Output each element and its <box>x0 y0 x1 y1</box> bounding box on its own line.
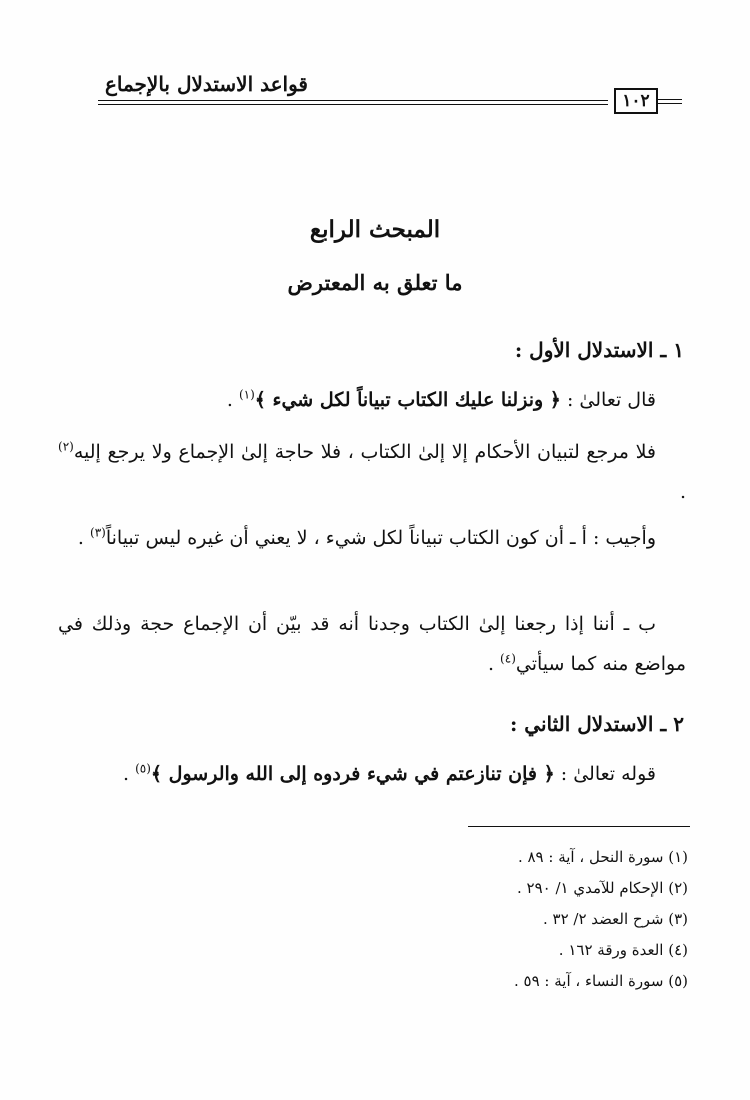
section-heading-2: ٢ ـ الاستدلال الثاني : <box>509 712 684 736</box>
paragraph-text: وأجيب : أ ـ أن كون الكتاب تبياناً لكل شيء ، لا يعني أن غيره ليس تبياناً <box>105 527 656 549</box>
quran-verse: ﴿ ونزلنا عليك الكتاب تبياناً لكل شيء ﴾ <box>254 389 561 411</box>
paragraph-text: فلا مرجع لتبيان الأحكام إلا إلىٰ الكتاب ، فلا حاجة إلىٰ الإجماع ولا يرجع إليه <box>73 441 656 463</box>
paragraph-reply-a <box>58 518 686 558</box>
verse-lead: قوله تعالىٰ : <box>554 763 656 785</box>
footnote-ref: (٣) <box>90 525 106 540</box>
paragraph-reply-b <box>58 604 686 684</box>
quran-verse: ﴿ فإن تنازعتم في شيء فردوه إلى الله والرسول ﴾ <box>150 763 555 785</box>
footnote-2: (٢) الإحكام للآمدي ١/ ٢٩٠ . <box>517 879 688 897</box>
footnote-5: (٥) سورة النساء ، آية : ٥٩ . <box>513 972 688 990</box>
footnote-ref: (١) <box>238 387 255 402</box>
footnote-ref: (٢) <box>58 439 74 454</box>
footnote-ref: (٥) <box>135 761 151 776</box>
footnote-4: (٤) العدة ورقة ١٦٢ . <box>558 941 688 959</box>
page-number: ١٠٢ <box>614 88 658 114</box>
sentence-end: . <box>487 653 501 675</box>
footnote-1: (١) سورة النحل ، آية : ٨٩ . <box>517 848 688 866</box>
paragraph-verse-1 <box>58 380 686 420</box>
sentence-end: . <box>77 527 90 549</box>
sentence-end: . <box>226 389 239 411</box>
section-heading-1: ١ ـ الاستدلال الأول : <box>514 338 684 362</box>
paragraph-verse-2 <box>58 754 686 794</box>
sentence-end: . <box>123 763 136 785</box>
chapter-title: المبحث الرابع <box>309 216 441 243</box>
paragraph-conclusion <box>58 432 686 512</box>
chapter-subtitle: ما تعلق به المعترض <box>287 270 463 295</box>
footnotes <box>288 842 688 997</box>
header-rule-tail <box>658 99 682 104</box>
sentence-end: . <box>679 481 686 503</box>
running-title: قواعد الاستدلال بالإجماع <box>104 72 308 96</box>
footnote-3: (٣) شرح العضد ٢/ ٣٢ . <box>542 910 688 928</box>
footnote-separator <box>468 826 690 827</box>
verse-lead: قال تعالىٰ : <box>560 389 656 411</box>
paragraph-text: ب ـ أننا إذا رجعنا إلىٰ الكتاب وجدنا أنه قد بيّن أن الإجماع حجة وذلك في مواضع منه كما سيأتي <box>58 613 686 675</box>
header-rule <box>98 100 608 105</box>
footnote-ref: (٤) <box>500 651 516 666</box>
